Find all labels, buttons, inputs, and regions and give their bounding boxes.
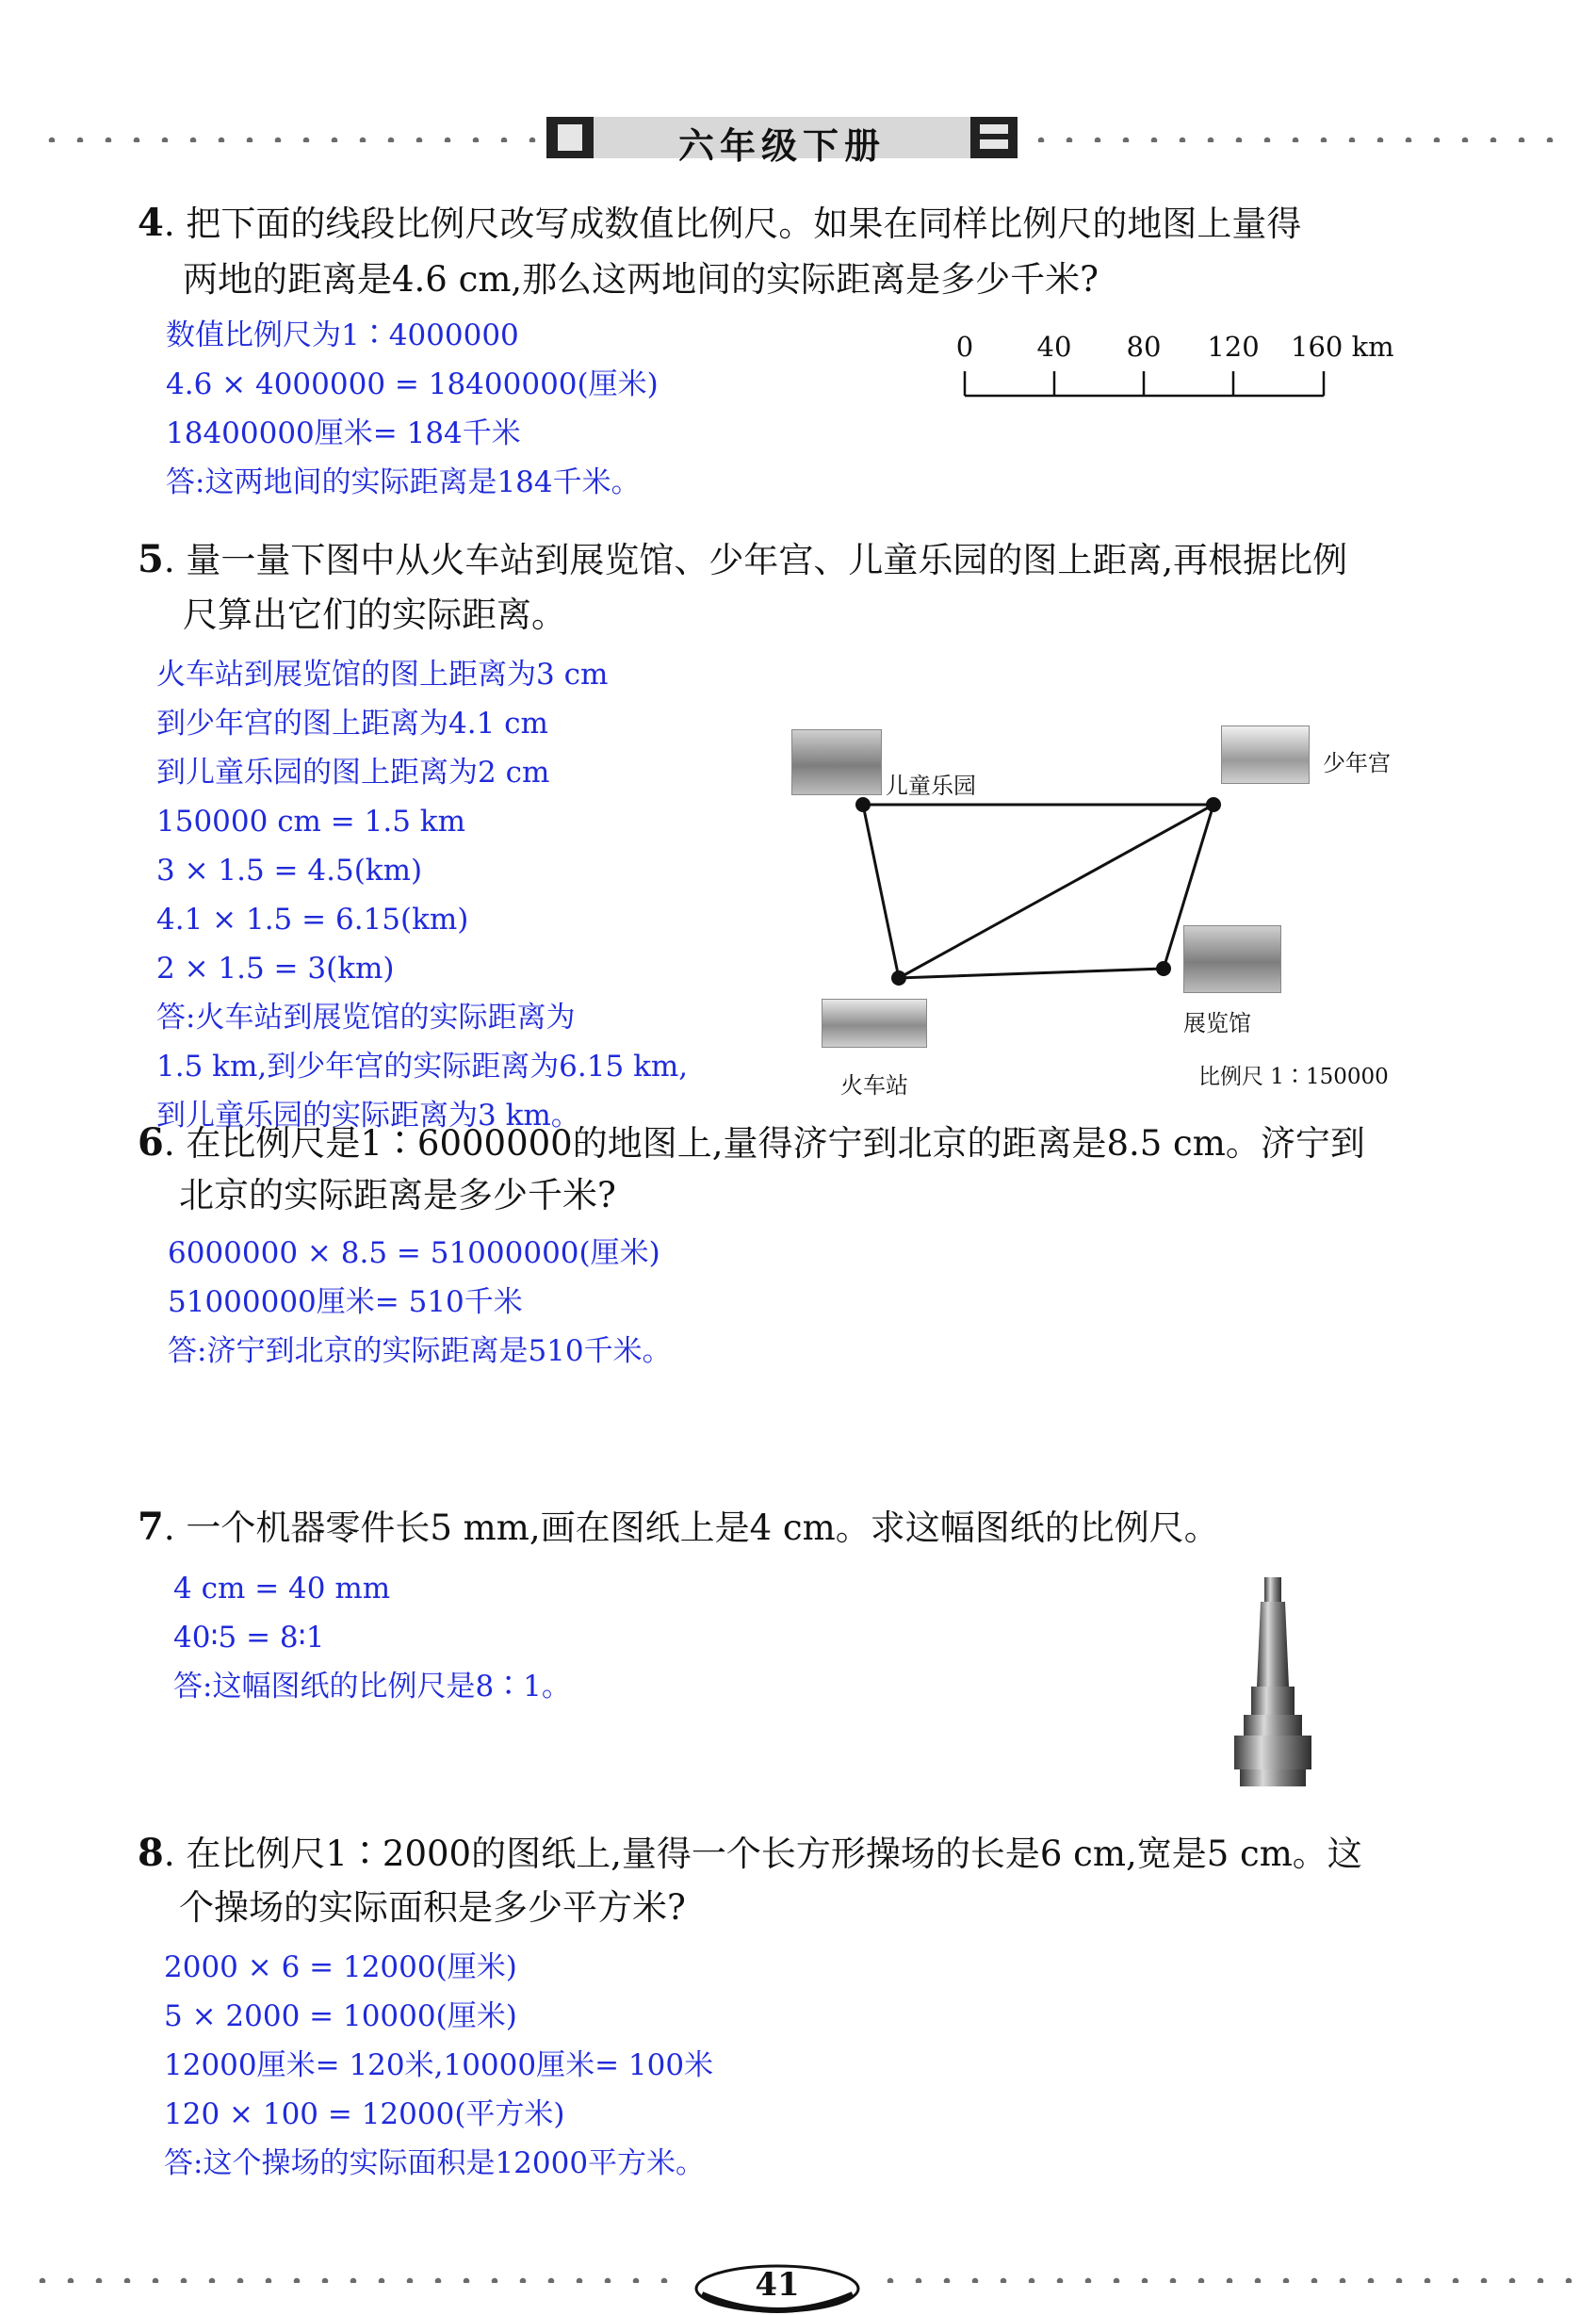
question-7-line-1 [138, 1500, 1219, 1556]
question-5-line-2: 尺算出它们的实际距离。 [183, 595, 566, 635]
answer-line: 到儿童乐园的图上距离为2 cm [156, 756, 550, 790]
answer-line: 答:火车站到展览馆的实际距离为 [156, 1001, 576, 1035]
location-map [782, 716, 1432, 1112]
exhibition-dot [1156, 961, 1171, 976]
answer-line: 2 × 1.5 = 3(km) [156, 952, 395, 986]
answer-line: 51000000厘米= 510千米 [168, 1285, 523, 1319]
station-dot [891, 970, 906, 986]
question-8-number: 8 [138, 1831, 164, 1875]
question-6-line-2: 北京的实际距离是多少千米? [179, 1175, 616, 1215]
scale-tick-label: 80 [1126, 331, 1162, 363]
answer-line: 18400000厘米= 184千米 [166, 416, 521, 450]
question-6-line-1 [138, 1116, 1365, 1171]
scale-tick-label: 120 [1207, 331, 1260, 363]
question-7-text-1: . 一个机器零件长5 mm,画在图纸上是4 cm。求这幅图纸的比例尺。 [163, 1508, 1219, 1548]
answer-line: 答:这幅图纸的比例尺是8∶1。 [173, 1670, 571, 1704]
page-header [0, 111, 1596, 168]
scale-tick-label: 40 [1036, 331, 1072, 363]
answer-line: 150000 cm = 1.5 km [156, 805, 465, 839]
answer-line: 40∶5 = 8∶1 [173, 1621, 325, 1655]
line-scale-bar [942, 320, 1413, 415]
kids-park-image [791, 729, 882, 795]
question-5-number: 5 [138, 537, 164, 581]
station-label: 火车站 [840, 1072, 908, 1099]
youth-palace-dot [1206, 797, 1221, 812]
scale-tick-label: 160 km [1291, 331, 1394, 363]
answer-line: 4.1 × 1.5 = 6.15(km) [156, 903, 469, 937]
answer-line: 4.6 × 4000000 = 18400000(厘米) [166, 367, 659, 401]
answer-line: 火车站到展览馆的图上距离为3 cm [156, 658, 609, 692]
question-5-answer [156, 650, 688, 1140]
question-4-text-1: . 把下面的线段比例尺改写成数值比例尺。如果在同样比例尺的地图上量得 [163, 204, 1302, 244]
question-7-answer [173, 1564, 571, 1711]
question-8-answer [164, 1943, 713, 2188]
question-5-line-1 [138, 532, 1347, 588]
question-5-text-1: . 量一量下图中从火车站到展览馆、少年宫、儿童乐园的图上距离,再根据比例 [163, 540, 1348, 580]
answer-line: 12000厘米= 120米,10000厘米= 100米 [164, 2048, 714, 2082]
exhibition-image [1183, 925, 1281, 993]
footer-dots-left [28, 2277, 678, 2283]
answer-line: 到少年宫的图上距离为4.1 cm [156, 707, 548, 741]
kids-park-dot [855, 797, 871, 812]
answer-line: 到儿童乐园的实际距离为3 km。 [156, 1099, 580, 1133]
header-title: 六年级下册 [677, 125, 886, 167]
station-image [822, 999, 927, 1048]
map-scale-label: 比例尺 1∶150000 [1198, 1065, 1389, 1089]
answer-line: 3 × 1.5 = 4.5(km) [156, 854, 423, 888]
youth-palace-image [1221, 725, 1310, 784]
answer-line: 数值比例尺为1∶4000000 [166, 318, 519, 352]
exhibition-label: 展览馆 [1183, 1010, 1251, 1036]
question-4-number: 4 [138, 201, 164, 245]
header-dots-left [38, 137, 565, 142]
youth-palace-label: 少年宫 [1323, 750, 1391, 776]
question-8-text-1: . 在比例尺1∶2000的图纸上,量得一个长方形操场的长是6 cm,宽是5 cm。这 [163, 1834, 1362, 1874]
question-4-line-2: 两地的距离是4.6 cm,那么这两地间的实际距离是多少千米? [183, 259, 1099, 300]
answer-line: 答:这两地间的实际距离是184千米。 [166, 465, 641, 499]
header-dots-right [1027, 137, 1573, 142]
answer-line: 答:这个操场的实际面积是12000平方米。 [164, 2146, 706, 2180]
scale-tick-label: 0 [955, 331, 974, 363]
question-4-answer [166, 311, 659, 507]
question-4-line-1 [138, 196, 1301, 252]
answer-line: 6000000 × 8.5 = 51000000(厘米) [168, 1236, 660, 1270]
footer-dots-right [876, 2277, 1573, 2283]
answer-line: 答:济宁到北京的实际距离是510千米。 [168, 1334, 672, 1368]
question-7-number: 7 [138, 1505, 164, 1549]
kids-park-label: 儿童乐园 [886, 773, 976, 799]
page-footer [0, 2257, 1596, 2313]
question-6-number: 6 [138, 1120, 164, 1165]
question-6-answer [168, 1229, 672, 1376]
answer-line: 5 × 2000 = 10000(厘米) [164, 1999, 517, 2033]
answer-line: 2000 × 6 = 12000(厘米) [164, 1950, 517, 1984]
question-6-text-1: . 在比例尺是1∶6000000的地图上,量得济宁到北京的距离是8.5 cm。济宁到 [163, 1123, 1365, 1164]
answer-line: 4 cm = 40 mm [173, 1572, 391, 1606]
question-8-line-2: 个操场的实际面积是多少平方米? [179, 1887, 686, 1928]
machine-part-image [1217, 1573, 1330, 1800]
question-8-line-1 [138, 1826, 1362, 1882]
answer-line: 1.5 km,到少年宫的实际距离为6.15 km, [156, 1050, 689, 1084]
answer-line: 120 × 100 = 12000(平方米) [164, 2097, 565, 2131]
page-number: 41 [755, 2266, 800, 2304]
